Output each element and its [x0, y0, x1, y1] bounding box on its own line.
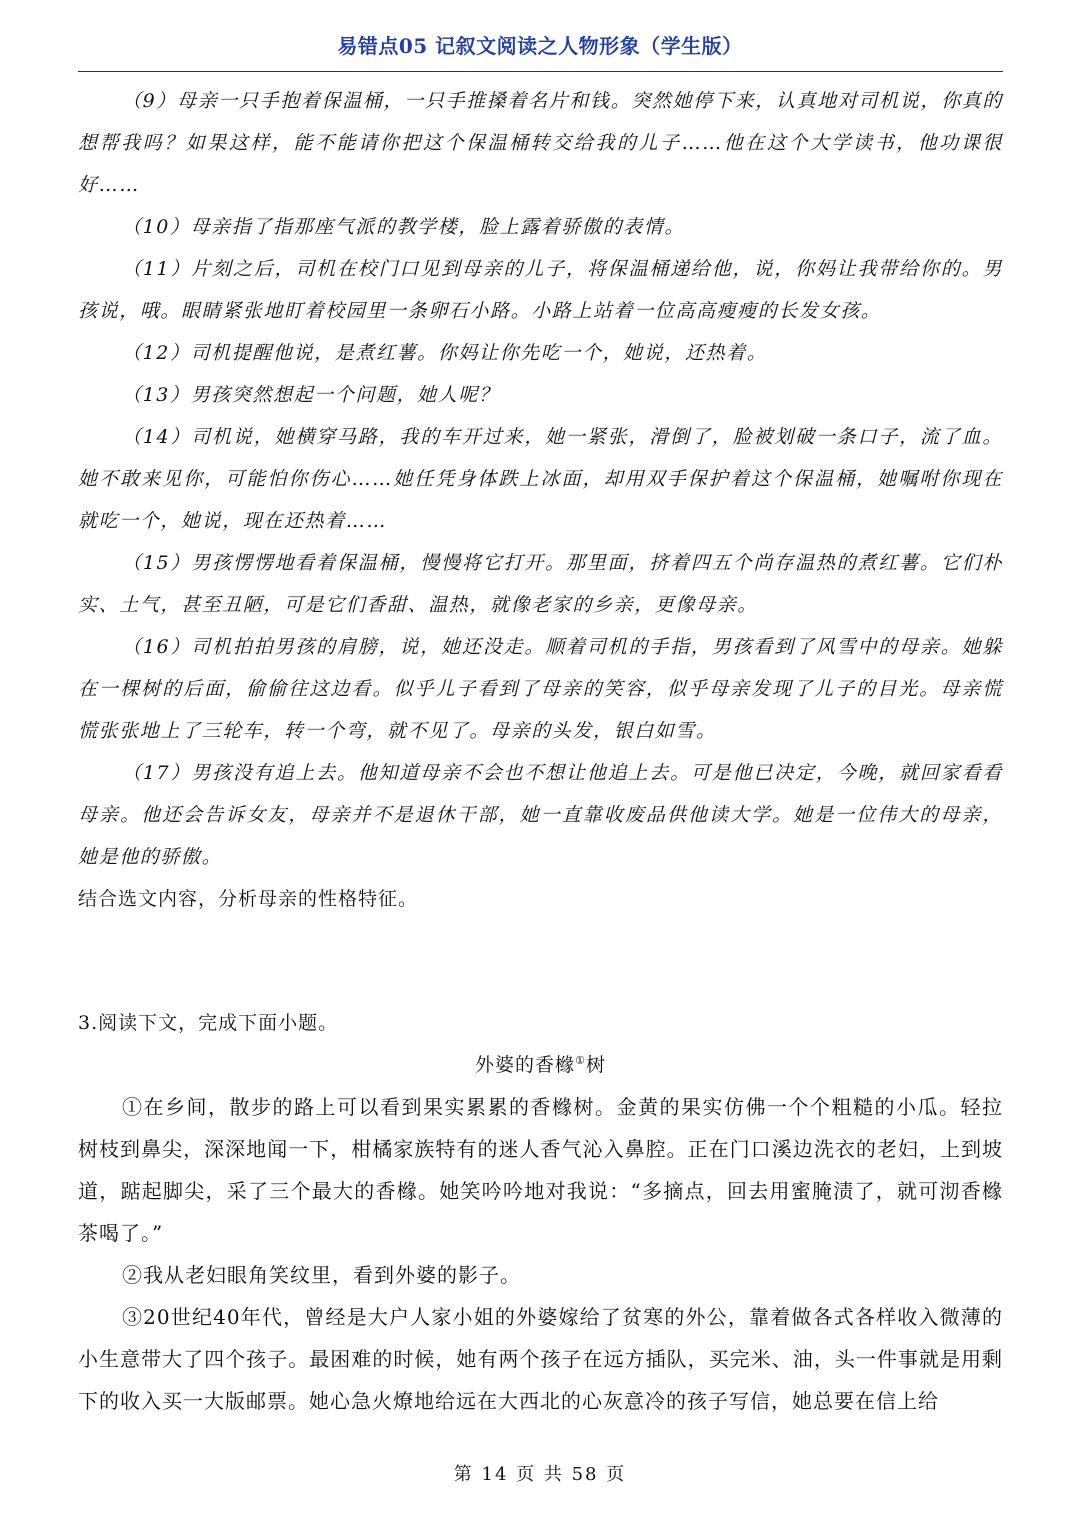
article-title: [78, 1044, 1003, 1086]
article-title-text: 外婆的香橼: [475, 1054, 576, 1076]
story-paragraph-15: （15）男孩愣愣地看着保温桶，慢慢将它打开。那里面，挤着四五个尚存温热的煮红薯。它们朴实、土气，甚至丑陋，可是它们香甜、温热，就像老家的乡亲，更像母亲。: [78, 552, 1003, 616]
story-paragraph-17: （17）男孩没有追上去。他知道母亲不会也不想让他追上去。可是他已决定，今晚，就回家看看母亲。他还会告诉女友，母亲并不是退休干部，她一直靠收废品供他读大学。她是一位伟大的母亲，她是他的骄傲。: [78, 762, 1003, 868]
article-title-footnote-mark: ①: [575, 1054, 586, 1067]
analysis-question: 结合选文内容，分析母亲的性格特征。: [78, 888, 419, 910]
section-3-intro: 3.阅读下文，完成下面小题。: [78, 1012, 339, 1034]
page-number-footer: 第 14 页 共 58 页: [453, 1464, 627, 1485]
story-paragraph-13: （13）男孩突然想起一个问题，她人呢？: [122, 384, 500, 406]
article-paragraph-1: ①在乡间，散步的路上可以看到果实累累的香橼树。金黄的果实仿佛一个个粗糙的小瓜。轻拉树枝到鼻尖，深深地闻一下，柑橘家族特有的迷人香气沁入鼻腔。正在门口溪边洗衣的老妇，上到坡道，踮起脚尖，采了三个最大的香橼。她笑吟吟地对我说：“多摘点，回去用蜜腌渍了，就可沏香橼茶喝了。”: [78, 1095, 1003, 1245]
article-paragraph-3: ③20世纪40年代，曾经是大户人家小姐的外婆嫁给了贫寒的外公，靠着做各式各样收入微薄的小生意带大了四个孩子。最困难的时候，她有两个孩子在远方插队，买完米、油，头一件事就是用剩下的收入买一大版邮票。她心急火燎地给远在大西北的心灰意冷的孩子写信，她总要在信上给: [78, 1305, 1003, 1413]
page-header-title: 易错点05 记叙文阅读之人物形象（学生版）: [337, 34, 743, 58]
header-divider: [78, 71, 1003, 72]
article-paragraph-2: ②我从老妇眼角笑纹里，看到外婆的影子。: [122, 1263, 521, 1287]
story-paragraph-11: （11）片刻之后，司机在校门口见到母亲的儿子，将保温桶递给他，说，你妈让我带给你的。男孩说，哦。眼睛紧张地盯着校园里一条卵石小路。小路上站着一位高高瘦瘦的长发女孩。: [78, 258, 1003, 322]
article-title-tail: 树: [585, 1054, 606, 1076]
answer-space: [78, 920, 1003, 1002]
story-paragraph-9: （9）母亲一只手抱着保温桶，一只手推搡着名片和钱。突然她停下来，认真地对司机说，你真的想帮我吗？如果这样，能不能请你把这个保温桶转交给我的儿子……他在这个大学读书，他功课很好……: [78, 90, 1003, 196]
story-paragraph-14: （14）司机说，她横穿马路，我的车开过来，她一紧张，滑倒了，脸被划破一条口子，流了血。她不敢来见你，可能怕你伤心……她任凭身体跌上冰面，却用双手保护着这个保温桶，她嘱咐你现在就吃一个，她说，现在还热着……: [78, 426, 1003, 532]
story-paragraph-12: （12）司机提醒他说，是煮红薯。你妈让你先吃一个，她说，还热着。: [122, 342, 768, 364]
story-paragraph-10: （10）母亲指了指那座气派的教学楼，脸上露着骄傲的表情。: [122, 216, 685, 238]
story-paragraph-16: （16）司机拍拍男孩的肩膀，说，她还没走。顺着司机的手指，男孩看到了风雪中的母亲。她躲在一棵树的后面，偷偷往这边看。似乎儿子看到了母亲的笑容，似乎母亲发现了儿子的目光。母亲慌慌张张地上了三轮车，转一个弯，就不见了。母亲的头发，银白如雪。: [78, 636, 1003, 742]
page-content: [78, 80, 1003, 1422]
